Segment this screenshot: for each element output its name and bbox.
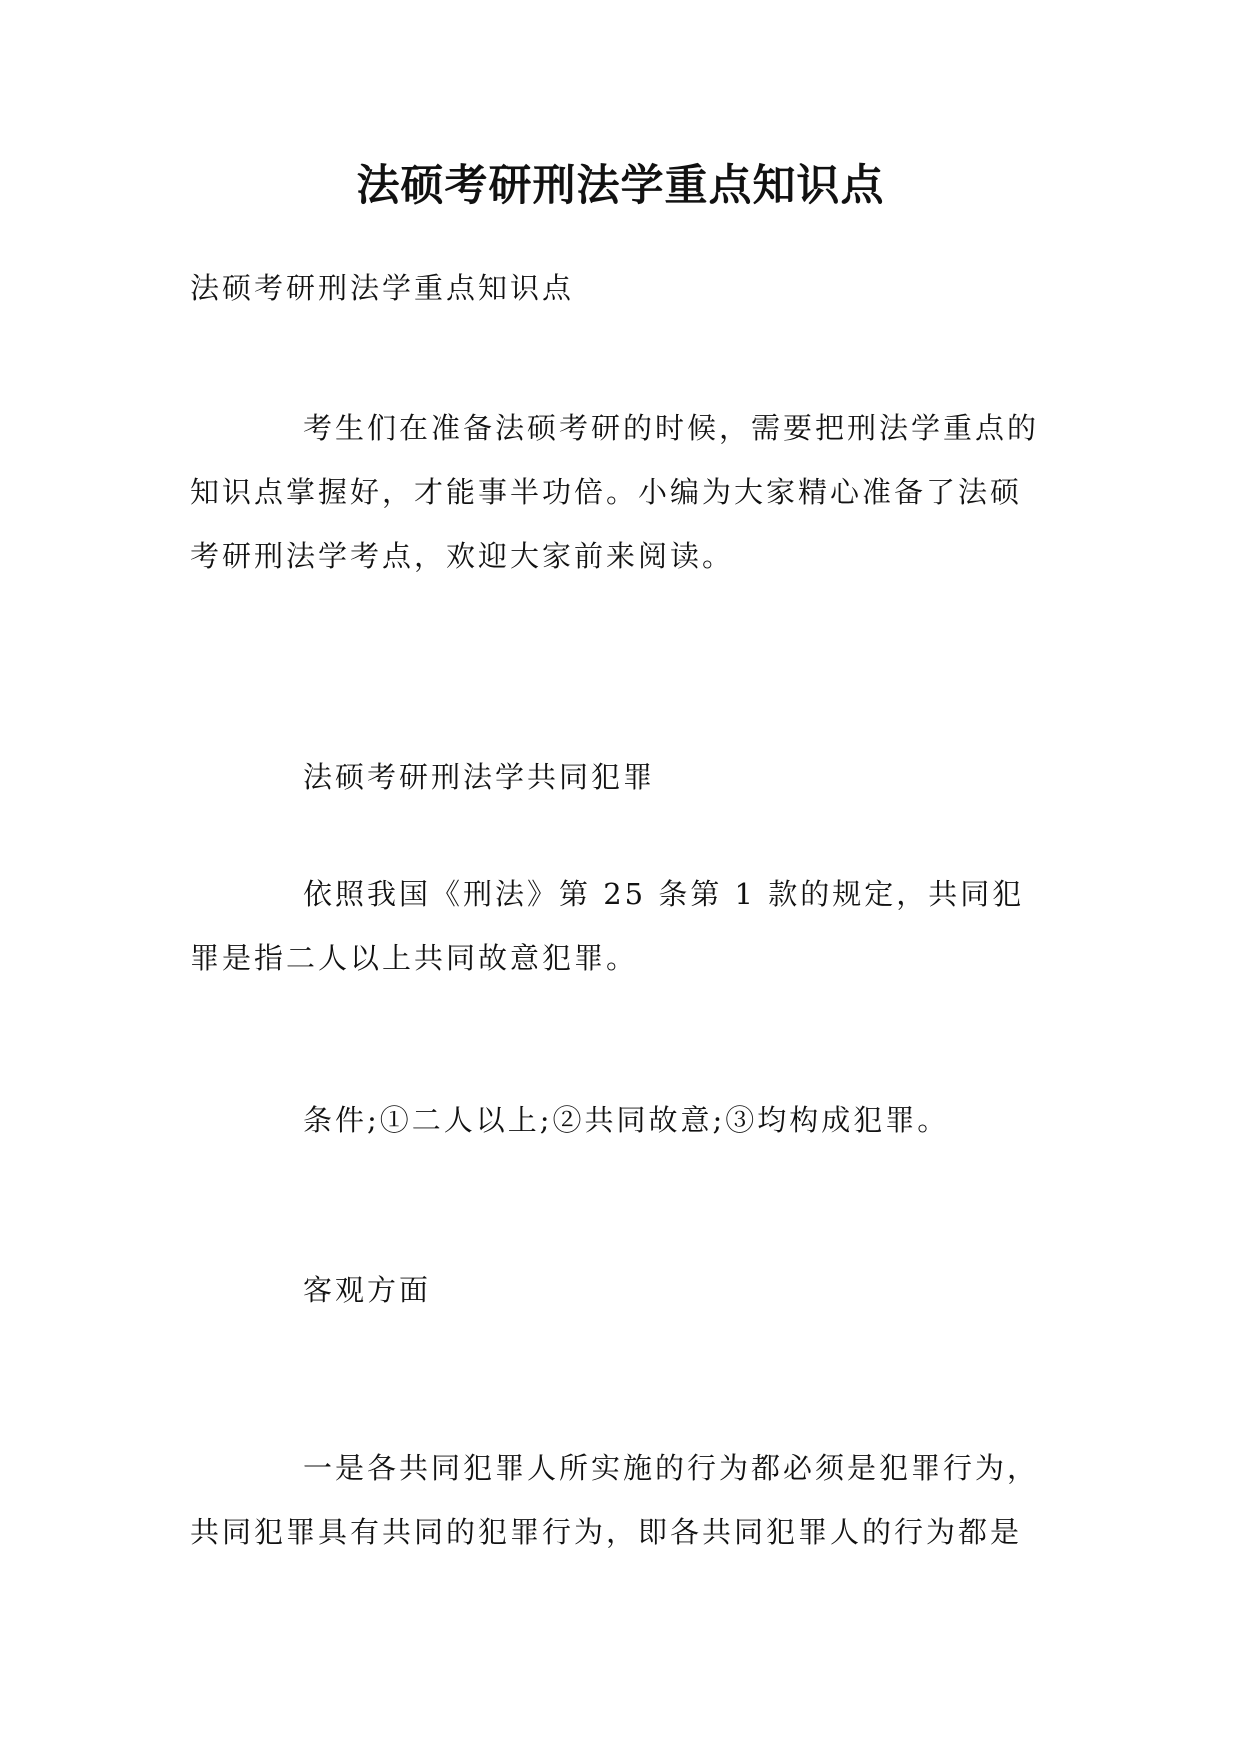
- definition-paragraph: 依照我国《刑法》第 25 条第 1 款的规定，共同犯罪是指二人以上共同故意犯罪。: [190, 877, 1025, 975]
- objective-paragraph: 一是各共同犯罪人所实施的行为都必须是犯罪行为，共同犯罪具有共同的犯罪行为，即各共同犯罪人的行为都是: [190, 1451, 1040, 1549]
- section-heading: 法硕考研刑法学共同犯罪: [303, 760, 656, 794]
- objective-heading: 客观方面: [303, 1273, 432, 1307]
- document-title: 法硕考研刑法学重点知识点: [356, 161, 885, 211]
- subtitle-line: 法硕考研刑法学重点知识点: [190, 271, 575, 305]
- conditions-paragraph: 条件;①二人以上;②共同故意;③均构成犯罪。: [303, 1103, 950, 1137]
- intro-paragraph: 考生们在准备法硕考研的时候，需要把刑法学重点的知识点掌握好，才能事半功倍。小编为大家精心准备了法硕考研刑法学考点，欢迎大家前来阅读。: [190, 411, 1040, 573]
